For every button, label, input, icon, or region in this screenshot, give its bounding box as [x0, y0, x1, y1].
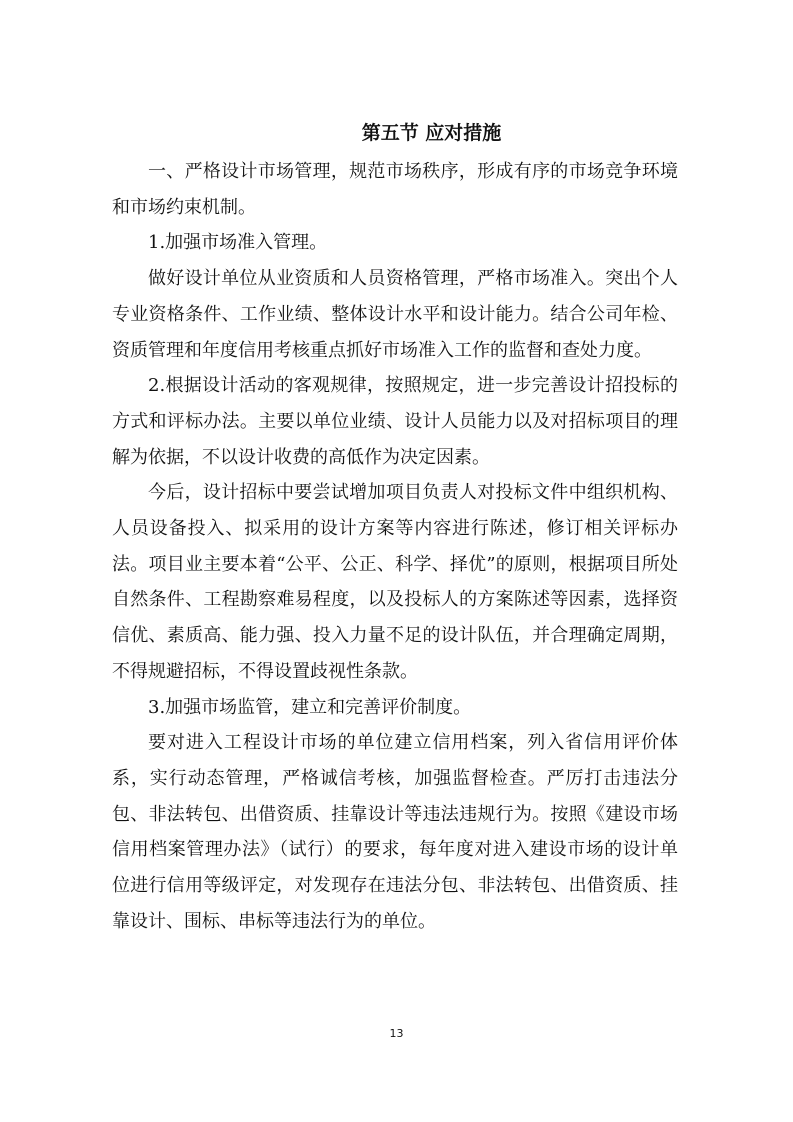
page-number: 13 [389, 1027, 404, 1040]
paragraph: 要对进入工程设计市场的单位建立信用档案，列入省信用评价体系，实行动态管理，严格诚信考核，加强监督检查。严厉打击违法分包、非法转包、出借资质、挂靠设计等违法违规行为。按照《建设市场信用档案管理办法》（试行）的要求，每年度对进入建设市场的设计单位进行信用等级评定，对发现存在违法分包、非法转包、出借资质、挂靠设计、围标、串标等违法行为的单位。 [112, 732, 678, 932]
body-text [112, 154, 678, 939]
paragraph: 一、严格设计市场管理，规范市场秩序，形成有序的市场竞争环境和市场约束机制。 [112, 161, 678, 218]
paragraph: 1.加强市场准入管理。 [148, 232, 328, 254]
paragraph: 今后，设计招标中要尝试增加项目负责人对投标文件中组织机构、人员设备投入、拟采用的设计方案等内容进行陈述，修订相关评标办法。项目业主要本着“公平、公正、科学、择优”的原则，根据项目所处自然条件、工程勘察难易程度，以及投标人的方案陈述等因素，选择资信优、素质高、能力强、投入力量不足的设计队伍，并合理确定周期，不得规避招标，不得设置歧视性条款。 [112, 482, 678, 682]
paragraph: 3.加强市场监管，建立和完善评价制度。 [148, 696, 472, 718]
paragraph: 做好设计单位从业资质和人员资格管理，严格市场准入。突出个人专业资格条件、工作业绩、整体设计水平和设计能力。结合公司年检、资质管理和年度信用考核重点抓好市场准入工作的监督和查处力度。 [112, 268, 678, 361]
section-title: 第五节 应对措施 [361, 122, 502, 144]
paragraph: 2.根据设计活动的客观规律，按照规定，进一步完善设计招投标的方式和评标办法。主要以单位业绩、设计人员能力以及对招标项目的理解为依据，不以设计收费的高低作为决定因素。 [112, 375, 678, 468]
